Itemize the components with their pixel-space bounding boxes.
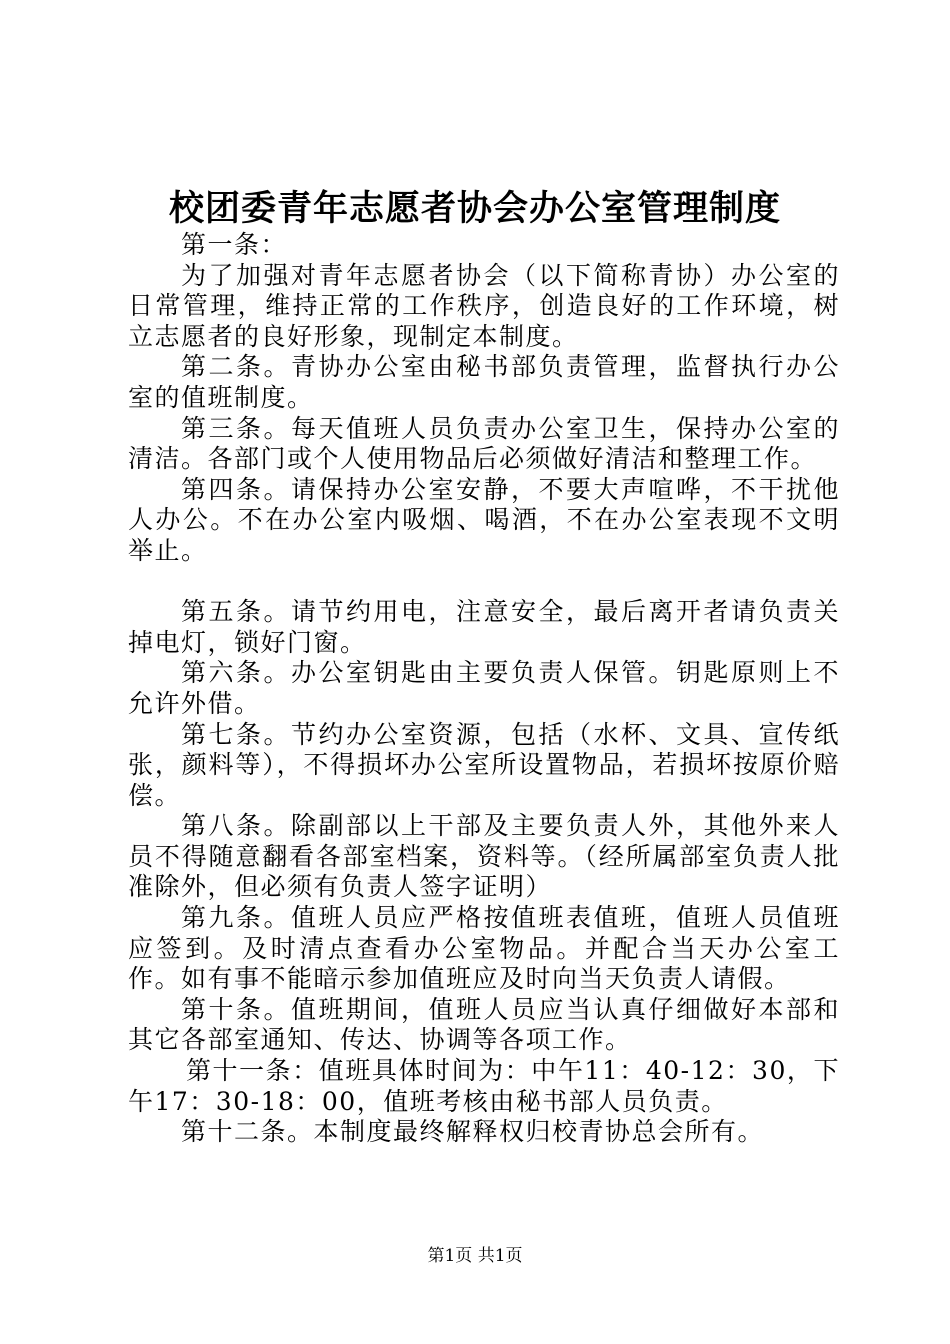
- article-10: 第十条。值班期间，值班人员应当认真仔细做好本部和其它各部室通知、传达、协调等各项工作。: [128, 994, 840, 1055]
- page-number-footer: 第1页 共1页: [427, 1246, 523, 1266]
- article-1-heading: 第一条：: [181, 230, 288, 259]
- article-2: 第二条。青协办公室由秘书部负责管理，监督执行办公室的值班制度。: [128, 352, 840, 412]
- article-7: 第七条。节约办公室资源，包括（水杯、文具、宣传纸张，颜料等），不得损坏办公室所设置物品，若损坏按原价赔偿。: [128, 719, 840, 810]
- article-12: 第十二条。本制度最终解释权归校青协总会所有。: [181, 1117, 765, 1147]
- article-11: 第十一条：值班具体时间为：中午11：40-12：30，下午17：30-18：00，值班考核由秘书部人员负责。: [128, 1056, 840, 1116]
- article-6: 第六条。办公室钥匙由主要负责人保管。钥匙原则上不允许外借。: [128, 658, 840, 718]
- article-9: 第九条。值班人员应严格按值班表值班，值班人员值班应签到。及时清点查看办公室物品。并配合当天办公室工作。如有事不能暗示参加值班应及时向当天负责人请假。: [128, 903, 840, 994]
- document-title: 校团委青年志愿者协会办公室管理制度: [168, 188, 781, 229]
- article-4: 第四条。请保持办公室安静，不要大声喧哗，不干扰他人办公。不在办公室内吸烟、喝酒，不在办公室表现不文明举止。: [128, 474, 840, 565]
- article-5: 第五条。请节约用电，注意安全，最后离开者请负责关掉电灯，锁好门窗。: [128, 597, 840, 657]
- article-3: 第三条。每天值班人员负责办公室卫生，保持办公室的清洁。各部门或个人使用物品后必须做好清洁和整理工作。: [128, 413, 840, 474]
- blank-line: [128, 567, 840, 598]
- document-body: [128, 230, 840, 1148]
- article-1-text: 为了加强对青年志愿者协会（以下简称青协）办公室的日常管理，维持正常的工作秩序，创造良好的工作环境，树立志愿者的良好形象，现制定本制度。: [128, 260, 840, 351]
- article-8: 第八条。除副部以上干部及主要负责人外，其他外来人员不得随意翻看各部室档案，资料等。（经所属部室负责人批准除外，但必须有负责人签字证明）: [128, 811, 840, 902]
